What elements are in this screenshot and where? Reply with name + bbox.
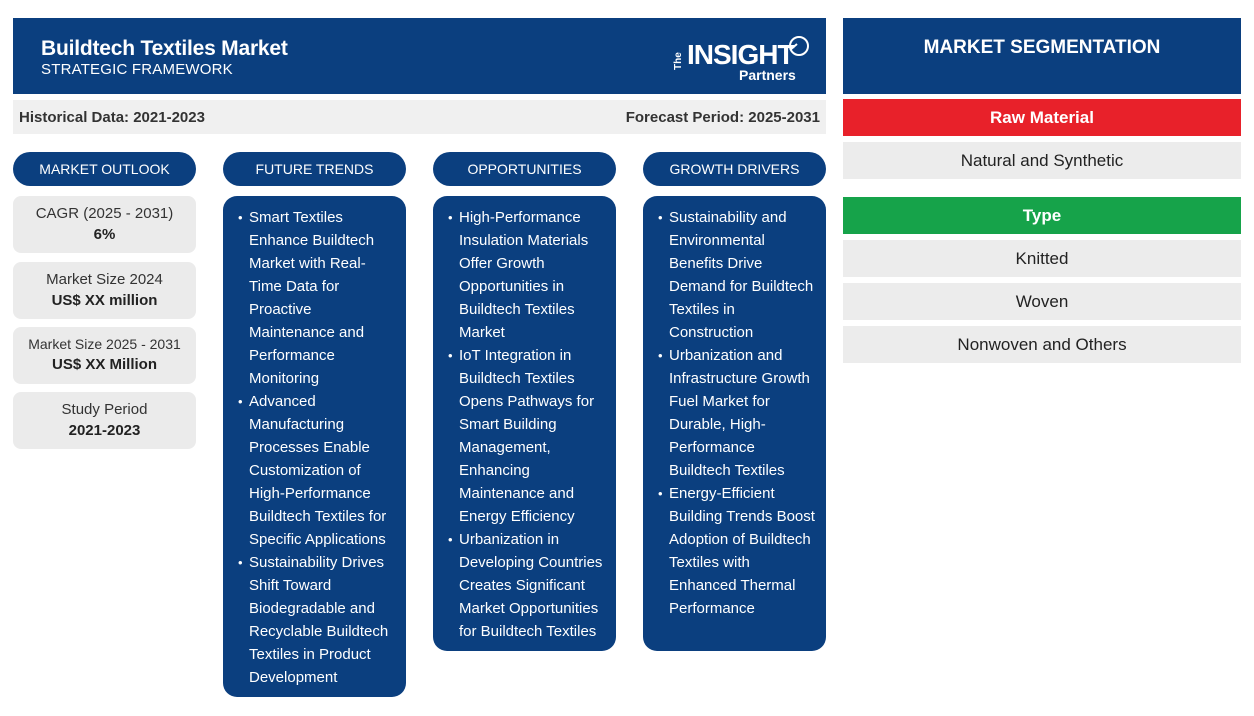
list-item: • Smart Textiles Enhance Buildtech Market with Real-Time Data for Proactive Maintenance and Performance Monitoring — [239, 206, 398, 390]
market-segmentation-heading: MARKET SEGMENTATION — [843, 18, 1241, 94]
list-item: • Sustainability Drives Shift Toward Biodegradable and Recyclable Buildtech Textiles in Product Development — [239, 551, 398, 689]
logo-swirl-icon — [787, 34, 811, 58]
future-trends-list — [223, 196, 406, 697]
growth-drivers-list — [643, 196, 826, 651]
market-outlook-heading: MARKET OUTLOOK — [13, 152, 196, 186]
logo-insight-text: INSIGHT — [687, 39, 794, 70]
opportunities-list — [433, 196, 616, 651]
page-subtitle: STRATEGIC FRAMEWORK — [41, 61, 233, 78]
segment-item-nonwoven: Nonwoven and Others — [843, 326, 1241, 363]
stat-card-cagr — [13, 196, 196, 253]
page-title: Buildtech Textiles Market — [41, 37, 288, 60]
growth-drivers-heading: GROWTH DRIVERS — [643, 152, 826, 186]
header-banner — [13, 18, 826, 94]
segment-type: Type — [843, 197, 1241, 234]
historical-data: Historical Data: 2021-2023 — [19, 109, 205, 126]
opportunities-heading: OPPORTUNITIES — [433, 152, 616, 186]
period-bar — [13, 100, 826, 134]
list-item: • Sustainability and Environmental Benefits Drive Demand for Buildtech Textiles in Construction — [659, 206, 818, 344]
stat-label: Market Size 2024 — [46, 271, 163, 288]
list-item: • Urbanization in Developing Countries Creates Significant Market Opportunities for Buildtech Textiles — [449, 528, 608, 643]
stat-label: Market Size 2025 - 2031 — [28, 336, 181, 352]
logo-the-text: The — [673, 52, 684, 70]
list-item: • Advanced Manufacturing Processes Enable Customization of High-Performance Buildtech Textiles for Specific Applications — [239, 390, 398, 551]
segment-item-natural-synthetic: Natural and Synthetic — [843, 142, 1241, 179]
logo-partners-text: Partners — [739, 67, 796, 83]
stat-value: US$ XX million — [51, 292, 158, 309]
stat-value: 6% — [93, 226, 116, 243]
stat-card-market-size-2024 — [13, 262, 196, 319]
stat-card-market-size-forecast — [13, 327, 196, 384]
stat-value: US$ XX Million — [51, 356, 157, 373]
stat-label: Study Period — [61, 401, 148, 418]
segment-item-woven: Woven — [843, 283, 1241, 320]
stat-value: 2021-2023 — [68, 422, 141, 439]
stat-label: CAGR (2025 - 2031) — [35, 205, 174, 222]
list-item: • Urbanization and Infrastructure Growth Fuel Market for Durable, High-Performance Buildtech Textiles — [659, 344, 818, 482]
list-item: • High-Performance Insulation Materials Offer Growth Opportunities in Buildtech Textiles Market — [449, 206, 608, 344]
future-trends-heading: FUTURE TRENDS — [223, 152, 406, 186]
insight-partners-logo — [665, 34, 810, 84]
stat-card-study-period — [13, 392, 196, 449]
forecast-period: Forecast Period: 2025-2031 — [625, 109, 820, 126]
segment-raw-material: Raw Material — [843, 99, 1241, 136]
list-item: • IoT Integration in Buildtech Textiles Opens Pathways for Smart Building Management, Enhancing Maintenance and Energy Efficiency — [449, 344, 608, 528]
segment-item-knitted: Knitted — [843, 240, 1241, 277]
list-item: • Energy-Efficient Building Trends Boost Adoption of Buildtech Textiles with Enhanced Thermal Performance — [659, 482, 818, 620]
